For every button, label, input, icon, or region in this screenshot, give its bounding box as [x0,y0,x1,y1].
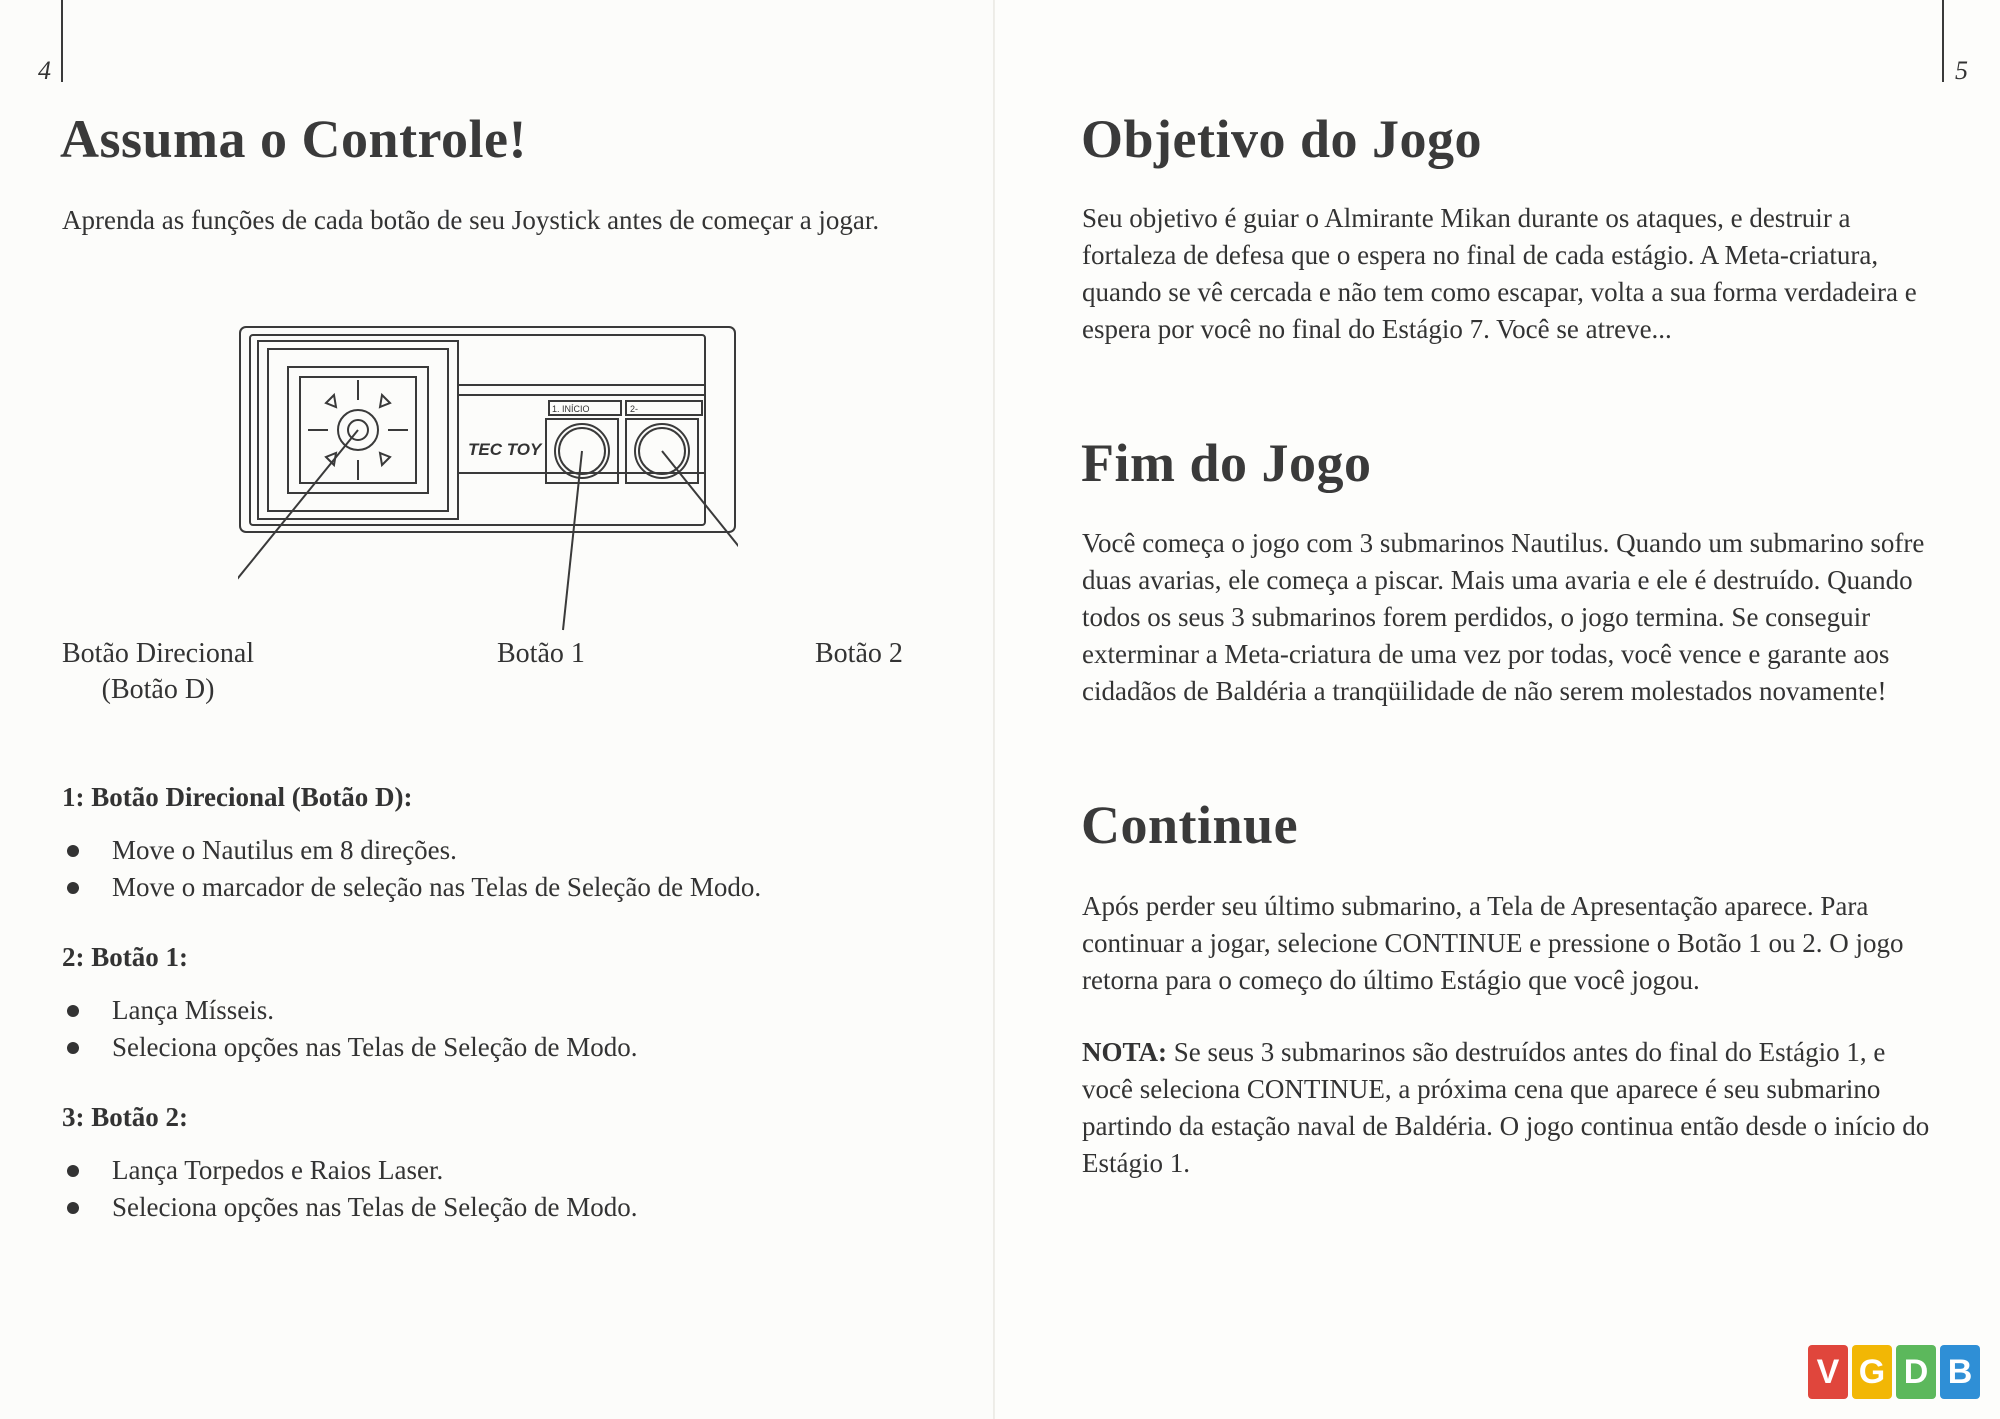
joystick-diagram [238,325,738,660]
note-text: Se seus 3 submarinos são destruídos antes do final do Estágio 1, e você seleciona CONTINUE, a próxima cena que aparece é seu submarino partindo da estação naval de Baldéria. O jogo continua então desde o início do Estágio 1. [1082,1037,1930,1178]
right-corner-rule [1942,0,1944,82]
gameover-title: Fim do Jogo [1081,433,1372,493]
bullet-icon [67,1042,79,1054]
list-item: Seleciona opções nas Telas de Seleção de Modo. [62,1029,637,1066]
watermark-letter: G [1852,1345,1892,1399]
note-label: NOTA: [1082,1037,1167,1067]
left-corner-rule [61,0,63,82]
callout-dpad-line1: Botão Direcional [62,638,255,669]
section-2-heading: 2: Botão 1: [62,942,188,972]
bullet-icon [67,882,79,894]
callout-button-1: Botão 1 [497,638,585,669]
continue-text: Após perder seu último submarino, a Tela de Apresentação aparece. Para continuar a jogar, selecione CONTINUE e pressione o Botão 1 ou 2. O jogo retorna para o começo do último Estágio que você jogou. [1082,891,1904,995]
callout-dpad [62,636,254,708]
watermark-letter: D [1896,1345,1936,1399]
list-item: Lança Mísseis. [62,992,637,1029]
left-page-number: 4 [38,56,51,85]
watermark-letter: B [1940,1345,1980,1399]
start-label: 1. INÍCIO [552,404,590,414]
button-1-leader-line [563,451,582,630]
section-2-list [62,992,637,1066]
section-3-list [62,1152,637,1226]
vgdb-watermark-logo [1808,1345,1980,1399]
list-item: Move o Nautilus em 8 direções. [62,832,761,869]
continue-title: Continue [1081,795,1299,855]
list-item: Move o marcador de seleção nas Telas de Seleção de Modo. [62,869,761,906]
list-item: Lança Torpedos e Raios Laser. [62,1152,637,1189]
bullet-icon [67,845,79,857]
section-1-heading: 1: Botão Direcional (Botão D): [62,782,413,812]
section-3-heading: 3: Botão 2: [62,1102,188,1132]
watermark-letter: V [1808,1345,1848,1399]
label-2: 2- [630,404,639,414]
brand-logo: TEC TOY [468,440,542,459]
callout-dpad-line2: (Botão D) [101,674,215,705]
section-1-list [62,832,761,906]
note-paragraph [1082,1034,1942,1182]
dpad-leader-line [238,430,358,615]
controls-intro: Aprenda as funções de cada botão de seu Joystick antes de começar a jogar. [62,205,880,235]
bullet-icon [67,1202,79,1214]
right-page [995,0,2000,1419]
controls-title: Assuma o Controle! [60,109,527,169]
callout-button-2: Botão 2 [815,638,903,669]
right-page-number: 5 [1955,56,1968,85]
bullet-icon [67,1165,79,1177]
objective-text: Seu objetivo é guiar o Almirante Mikan durante os ataques, e destruir a fortaleza de defesa que o espera no final de cada estágio. A Meta-criatura, quando se vê cercada e não tem como escapar, volta a sua forma verdadeira e espera por você no final do Estágio 7. Você se atreve... [1082,203,1917,344]
list-item: Seleciona opções nas Telas de Seleção de Modo. [62,1189,637,1226]
gameover-text: Você começa o jogo com 3 submarinos Nautilus. Quando um submarino sofre duas avarias, ele começa a piscar. Mais uma avaria e ele é destruído. Quando todos os seus 3 submarinos forem perdidos, o jogo termina. Se conseguir exterminar a Meta-criatura de uma vez por todas, você vence e garante aos cidadãos de Baldéria a tranqüilidade de não serem molestados novamente! [1082,528,1925,706]
bullet-icon [67,1005,79,1017]
left-page [0,0,995,1419]
objective-title: Objetivo do Jogo [1081,109,1483,169]
button-2-leader-line [662,451,738,645]
